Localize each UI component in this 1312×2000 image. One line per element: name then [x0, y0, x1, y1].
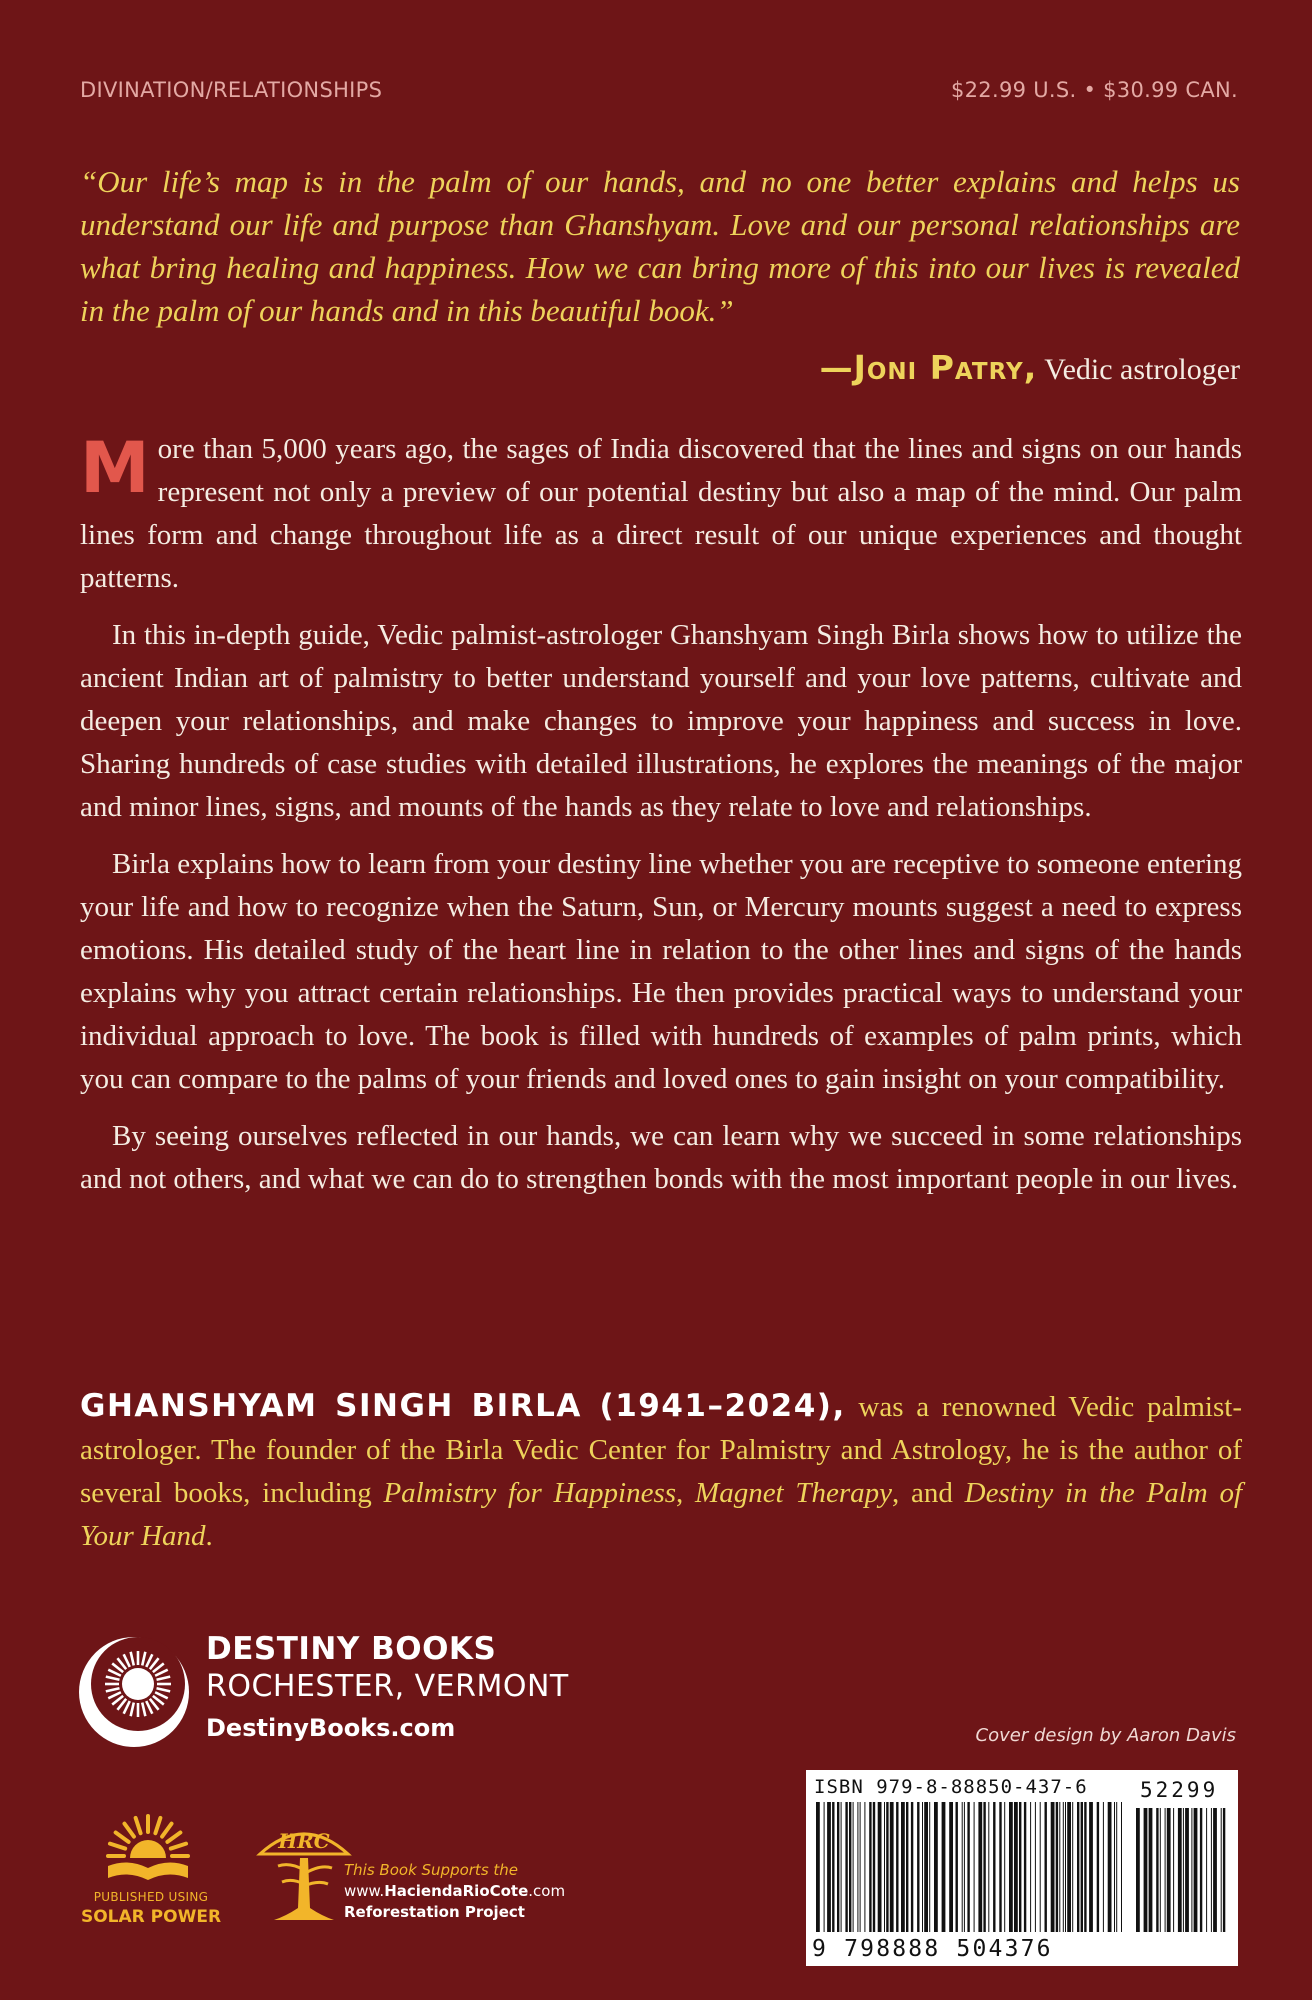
- drop-cap: M: [80, 427, 150, 509]
- hrc-badge: HRC: [278, 1829, 330, 1853]
- publisher-text: [206, 1630, 569, 1750]
- price-label: $22.99 U.S. • $30.99 CAN.: [950, 78, 1238, 102]
- category-label: DIVINATION/RELATIONSHIPS: [80, 78, 383, 102]
- barcode-digits: 9 798888 504376: [812, 1936, 1053, 1962]
- quote-author: —Joni Patry,: [819, 348, 1038, 387]
- sun-book-icon: [98, 1806, 198, 1886]
- quote-attribution: [820, 348, 1240, 387]
- description: [80, 428, 1242, 1215]
- hrc-line-3: Reforestation Project: [344, 1903, 525, 1921]
- tree-icon: [252, 1812, 356, 1930]
- hrc-line-1: This Book Supports the: [344, 1861, 519, 1879]
- publisher-city: ROCHESTER, VERMONT: [206, 1669, 569, 1704]
- publisher-website[interactable]: DestinyBooks.com: [206, 1714, 456, 1742]
- description-paragraph-1: More than 5,000 years ago, the sages of India discovered that the lines and signs on our hands represent not only a preview of our potential destiny but also a map of the mind. Our palm lines form and change throughout life as a direct result of our unique experiences and thought patterns.: [80, 427, 1242, 594]
- sun-moon-logo-icon: [76, 1634, 192, 1750]
- publisher-name: DESTINY BOOKS: [206, 1631, 497, 1667]
- reforestation-logo: [252, 1812, 572, 1942]
- barcode-supplement-bars: [1136, 1808, 1228, 1932]
- hrc-text: [344, 1860, 584, 1923]
- isbn-label: ISBN 979-8-88850-437-6: [814, 1776, 1088, 1798]
- book-title: Palmistry for Happiness: [383, 1477, 677, 1509]
- endorsement-quote: “Our life’s map is in the palm of our hands, and no one better explains and helps us understand our life and purpose than Ghanshyam. Love and our personal relationships are what bring healing and happiness. How we can bring more of this into our lives is revealed in the palm of our hands and in this beautiful book.”: [80, 164, 1240, 328]
- top-bar: [80, 78, 1238, 102]
- description-paragraph-2: In this in-depth guide, Vedic palmist-astrologer Ghanshyam Singh Birla shows how to utilize the ancient Indian art of palmistry to better understand yourself and your love patterns, cultivate and deepen your relationships, and make changes to improve your happiness and success in love. Sharing hundreds of case studies with detailed illustrations, he explores the meanings of the major and minor lines, signs, and mounts of the hands as they relate to love and relationships.: [80, 619, 1242, 823]
- solar-line-1: PUBLISHED USING: [93, 1890, 209, 1904]
- quote-author-title: Vedic astrologer: [1044, 353, 1240, 386]
- hrc-website[interactable]: www.HaciendaRioCote.com: [344, 1882, 566, 1900]
- publisher-block: [76, 1630, 596, 1760]
- cover-credit: Cover design by Aaron Davis: [975, 1725, 1236, 1746]
- author-bio: GHANSHYAM SINGH BIRLA (1941–2024), was a renowned Vedic palmist-astrologer. The founder of the Birla Vedic Center for Palmistry and Astrology, he is the author of several books, including Palmistry for Happiness, Magnet Therapy, and Destiny in the Palm of Your Hand.: [80, 1388, 1243, 1552]
- author-name: GHANSHYAM SINGH BIRLA (1941–2024),: [80, 1388, 846, 1424]
- solar-line-2: SOLAR POWER: [80, 1907, 222, 1927]
- isbn-barcode: [806, 1770, 1238, 1966]
- solar-power-logo: [76, 1806, 226, 1936]
- description-paragraph-4: By seeing ourselves reflected in our hands, we can learn why we succeed in some relationships and not others, and what we can do to strengthen bonds with the most important people in our lives.: [80, 1120, 1242, 1195]
- description-paragraph-3: Birla explains how to learn from your destiny line whether you are receptive to someone entering your life and how to recognize when the Saturn, Sun, or Mercury mounts suggest a need to express emotions. His detailed study of the heart line in relation to the other lines and signs of the hands explains why you attract certain relationships. He then provides practical ways to understand your individual approach to love. The book is filled with hundreds of examples of palm prints, which you can compare to the palms of your friends and loved ones to gain insight on your compatibility.: [80, 848, 1242, 1095]
- barcode-bars: [816, 1802, 1122, 1932]
- book-title: Destiny in the Palm of Your Hand: [80, 1477, 1243, 1552]
- price-code: 52299: [1140, 1778, 1219, 1802]
- book-title: Magnet Therapy: [695, 1477, 893, 1509]
